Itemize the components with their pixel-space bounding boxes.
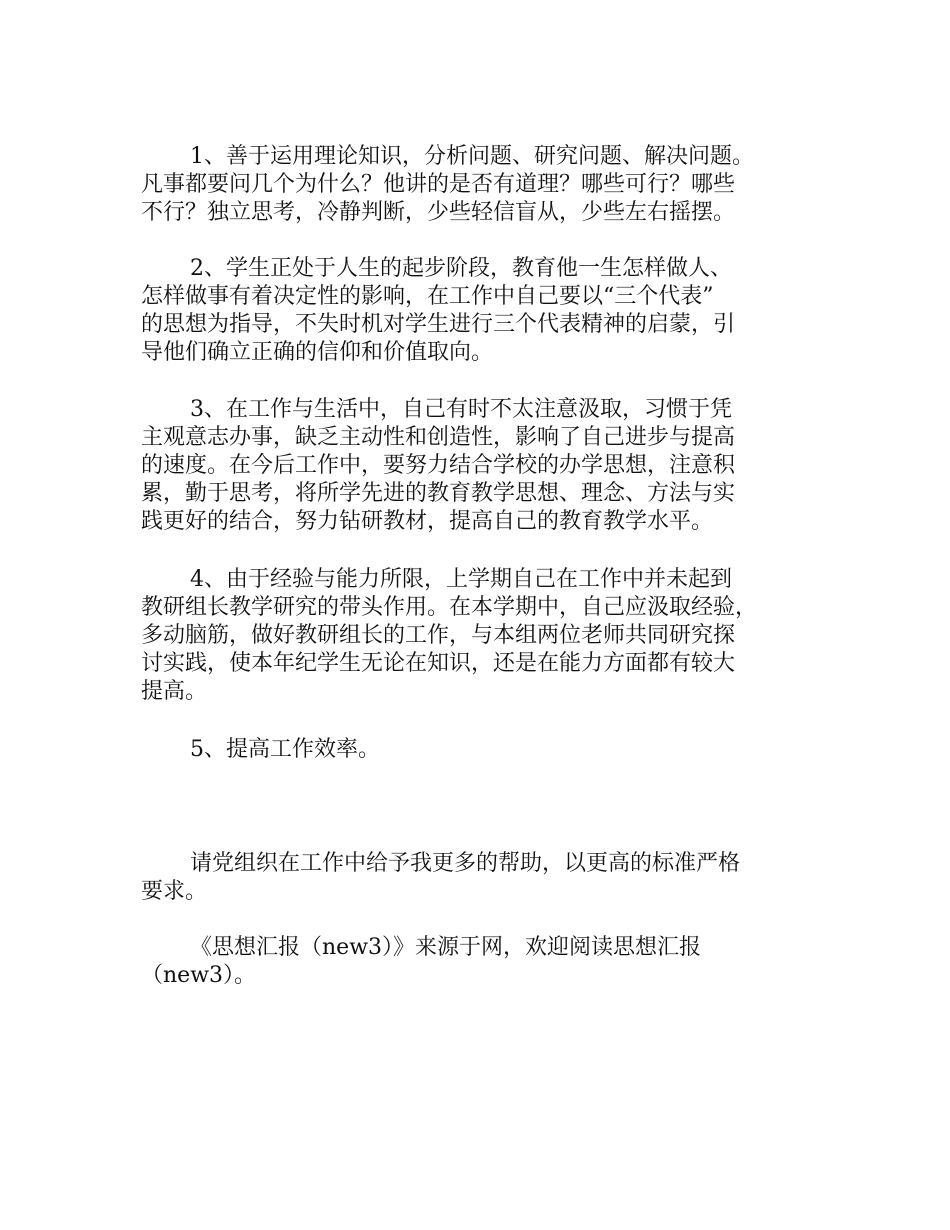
paragraph-line: 2、学生正处于人生的起步阶段，教育他一生怎样做人、 xyxy=(190,256,732,281)
paragraph-line: 主观意志办事，缺乏主动性和创造性，影响了自己进步与提高 xyxy=(141,425,736,450)
paragraph-line: 凡事都要问几个为什么？他讲的是否有道理？哪些可行？哪些 xyxy=(141,172,736,197)
paragraph-line: （new3）。 xyxy=(141,963,257,988)
paragraph-line: 《思想汇报（new3）》来源于网，欢迎阅读思想汇报 xyxy=(190,935,702,960)
paragraph-line: 1、善于运用理论知识，分析问题、研究问题、解决问题。 xyxy=(190,144,754,169)
paragraph-line: 多动脑筋，做好教研组长的工作，与本组两位老师共同研究探 xyxy=(141,623,736,648)
paragraph-line: 践更好的结合，努力钻研教材，提高自己的教育教学水平。 xyxy=(141,509,714,534)
paragraph-line: 累，勤于思考，将所学先进的教育教学思想、理念、方法与实 xyxy=(141,481,736,506)
paragraph-line: 不行？独立思考，冷静判断，少些轻信盲从，少些左右摇摆。 xyxy=(141,200,736,225)
paragraph-line: 5、提高工作效率。 xyxy=(190,737,380,762)
paragraph-line: 的速度。在今后工作中，要努力结合学校的办学思想，注意积 xyxy=(141,453,736,478)
paragraph-line: 教研组长教学研究的带头作用。在本学期中，自己应汲取经验， xyxy=(141,595,758,620)
paragraph-line: 导他们确立正确的信仰和价值取向。 xyxy=(141,340,494,365)
paragraph-line: 讨实践，使本年纪学生无论在知识，还是在能力方面都有较大 xyxy=(141,651,736,676)
paragraph-line: 3、在工作与生活中，自己有时不太注意汲取，习惯于凭 xyxy=(190,397,732,422)
paragraph-line: 请党组织在工作中给予我更多的帮助，以更高的标准严格 xyxy=(190,851,741,876)
paragraph-line: 的思想为指导，不失时机对学生进行三个代表精神的启蒙，引 xyxy=(141,312,736,337)
paragraph-line: 要求。 xyxy=(141,879,208,904)
paragraph-line: 提高。 xyxy=(141,679,208,704)
paragraph-line: 怎样做事有着决定性的影响，在工作中自己要以“三个代表” xyxy=(141,284,714,309)
paragraph-line: 4、由于经验与能力所限，上学期自己在工作中并未起到 xyxy=(190,567,732,592)
